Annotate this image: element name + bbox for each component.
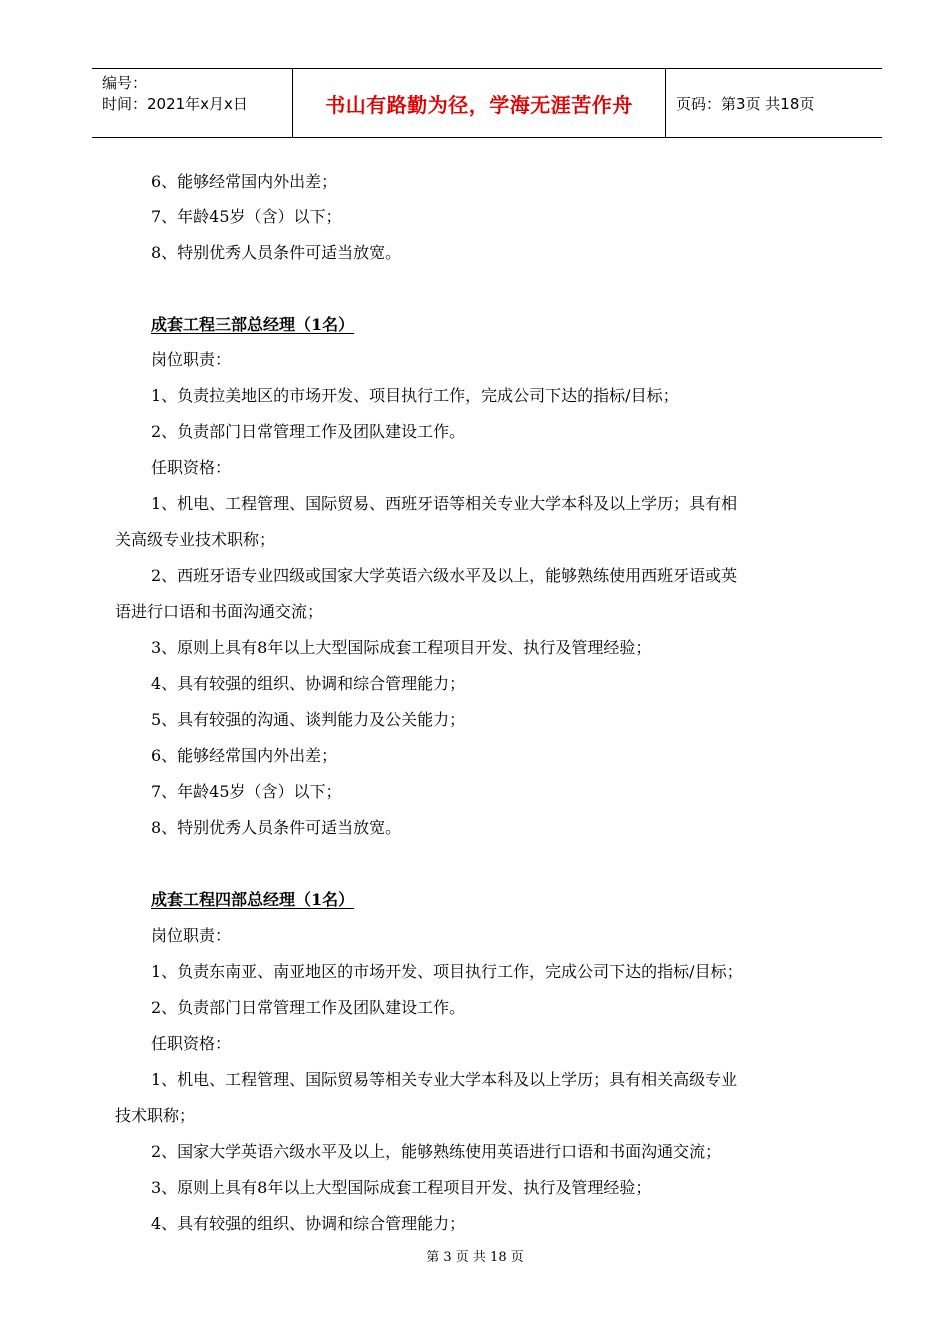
list-item: 4、具有较强的组织、协调和综合管理能力；	[151, 674, 466, 693]
list-item: 7、年龄45岁（含）以下；	[151, 207, 342, 226]
list-item: 6、能够经常国内外出差；	[151, 746, 338, 765]
header-page-cell	[666, 69, 882, 137]
document-number-label: 编号：	[102, 74, 148, 92]
list-item: 3、原则上具有8年以上大型国际成套工程项目开发、执行及管理经验；	[151, 638, 652, 657]
list-item: 4、具有较强的组织、协调和综合管理能力；	[151, 1214, 466, 1233]
header-page-number: 页码：第3页 共18页	[676, 94, 815, 113]
list-item: 2、负责部门日常管理工作及团队建设工作。	[151, 998, 466, 1017]
document-time-label: 时间：2021年x月x日	[102, 95, 248, 113]
page-header	[92, 68, 882, 138]
section-heading: 成套工程三部总经理（1名）	[151, 315, 355, 334]
list-item: 1、负责拉美地区的市场开发、项目执行工作，完成公司下达的指标/目标；	[151, 386, 679, 405]
list-item: 2、国家大学英语六级水平及以上，能够熟练使用英语进行口语和书面沟通交流；	[151, 1142, 722, 1161]
list-item: 8、特别优秀人员条件可适当放宽。	[151, 243, 402, 262]
section-heading: 成套工程四部总经理（1名）	[151, 890, 355, 909]
list-item: 1、机电、工程管理、国际贸易、西班牙语等相关专业大学本科及以上学历；具有相	[151, 494, 738, 513]
list-item: 7、年龄45岁（含）以下；	[151, 782, 342, 801]
list-item: 2、西班牙语专业四级或国家大学英语六级水平及以上，能够熟练使用西班牙语或英	[151, 566, 738, 585]
list-item: 1、机电、工程管理、国际贸易等相关专业大学本科及以上学历；具有相关高级专业	[151, 1070, 738, 1089]
list-item: 8、特别优秀人员条件可适当放宽。	[151, 818, 402, 837]
subsection-label: 岗位职责：	[151, 350, 232, 369]
list-item: 2、负责部门日常管理工作及团队建设工作。	[151, 422, 466, 441]
list-item-continuation: 语进行口语和书面沟通交流；	[115, 602, 324, 621]
list-item-continuation: 技术职称；	[115, 1106, 196, 1125]
header-motto: 书山有路勤为径，学海无涯苦作舟	[325, 92, 633, 117]
list-item: 3、原则上具有8年以上大型国际成套工程项目开发、执行及管理经验；	[151, 1178, 652, 1197]
header-meta-cell	[92, 69, 293, 137]
list-item: 6、能够经常国内外出差；	[151, 172, 338, 191]
list-item: 1、负责东南亚、南亚地区的市场开发、项目执行工作，完成公司下达的指标/目标；	[151, 962, 743, 981]
list-item-continuation: 关高级专业技术职称；	[115, 530, 276, 549]
subsection-label: 任职资格：	[151, 1034, 232, 1053]
list-item: 5、具有较强的沟通、谈判能力及公关能力；	[151, 710, 466, 729]
subsection-label: 任职资格：	[151, 458, 232, 477]
page-footer: 第 3 页 共 18 页	[426, 1250, 524, 1265]
subsection-label: 岗位职责：	[151, 926, 232, 945]
header-motto-cell	[293, 69, 666, 137]
